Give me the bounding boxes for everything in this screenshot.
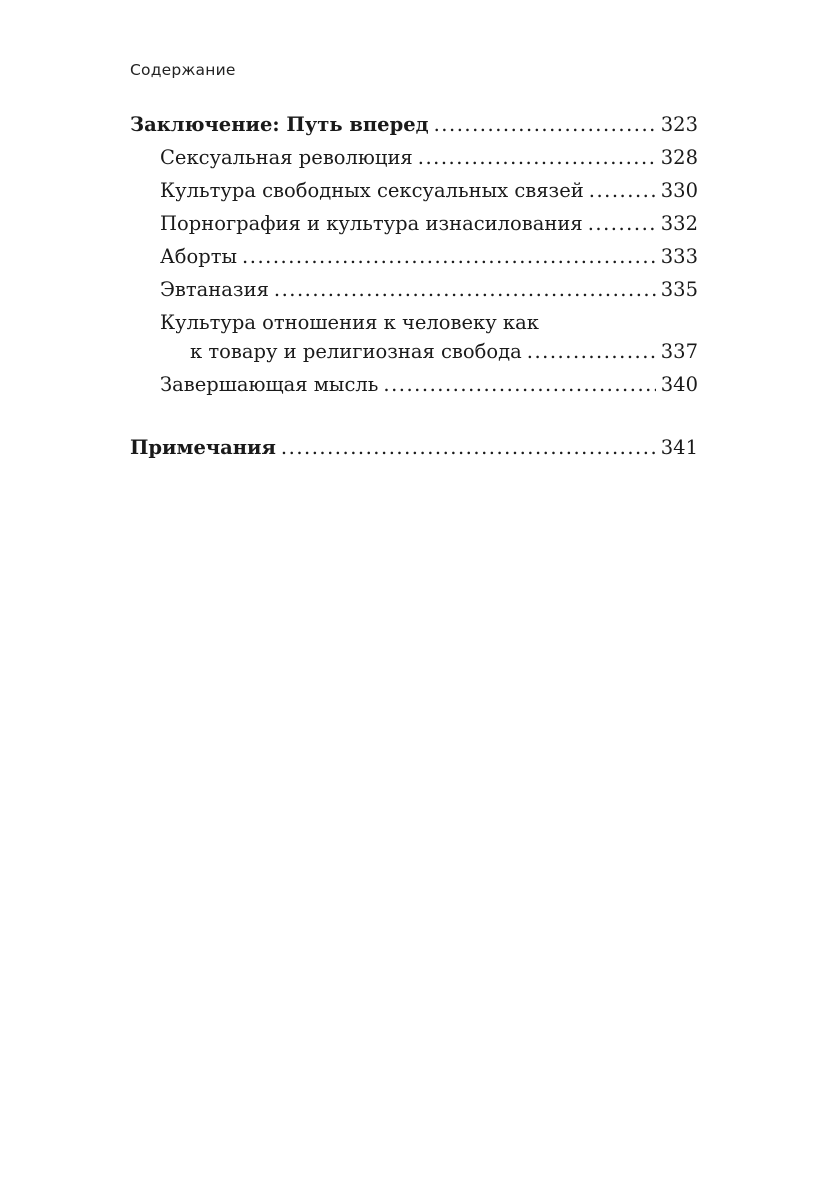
- toc-entry-page: 330: [660, 179, 698, 202]
- toc-entry-title-line2: к товару и религиозная свобода: [190, 340, 522, 363]
- dot-leader: [589, 174, 656, 207]
- toc-section-entry-multiline[interactable]: [130, 306, 698, 368]
- toc-entry-page: 333: [660, 245, 698, 268]
- toc-section-entry[interactable]: [130, 141, 698, 174]
- toc-entry-title: Порнография и культура изнасилования: [160, 212, 583, 235]
- toc-entry-page: 323: [660, 113, 698, 136]
- toc-entry-page: 337: [660, 340, 698, 363]
- toc-entry-title-line1: Культура отношения к человеку как: [160, 311, 539, 334]
- running-header: Содержание: [130, 61, 236, 79]
- toc-entry-page: 341: [660, 436, 698, 459]
- toc-entry-title: Культура свободных сексуальных связей: [160, 179, 584, 202]
- dot-leader: [527, 337, 656, 366]
- toc-section-entry[interactable]: [130, 240, 698, 273]
- toc-section-entry[interactable]: [130, 368, 698, 401]
- dot-leader: [274, 273, 656, 306]
- table-of-contents: [130, 108, 698, 464]
- toc-section-entry[interactable]: [130, 273, 698, 306]
- toc-notes-entry[interactable]: [130, 431, 698, 464]
- dot-leader: [588, 207, 656, 240]
- toc-entry-title: Завершающая мысль: [160, 373, 379, 396]
- dot-leader: [281, 431, 656, 464]
- toc-entry-title-line2-row: [160, 337, 698, 366]
- toc-entry-title: Сексуальная революция: [160, 146, 413, 169]
- toc-entry-title: Эвтаназия: [160, 278, 269, 301]
- toc-entry-title: Примечания: [130, 436, 276, 459]
- toc-entry-page: 335: [660, 278, 698, 301]
- toc-entry-page: 332: [660, 212, 698, 235]
- toc-entry-title: Аборты: [160, 245, 238, 268]
- toc-section-entry[interactable]: [130, 207, 698, 240]
- toc-chapter-entry[interactable]: [130, 108, 698, 141]
- dot-leader: [418, 141, 656, 174]
- toc-entry-page: 340: [660, 373, 698, 396]
- toc-section-entry[interactable]: [130, 174, 698, 207]
- toc-entry-page: 328: [660, 146, 698, 169]
- toc-entry-title: Заключение: Путь вперед: [130, 113, 429, 136]
- dot-leader: [383, 368, 655, 401]
- dot-leader: [242, 240, 656, 273]
- dot-leader: [434, 108, 656, 141]
